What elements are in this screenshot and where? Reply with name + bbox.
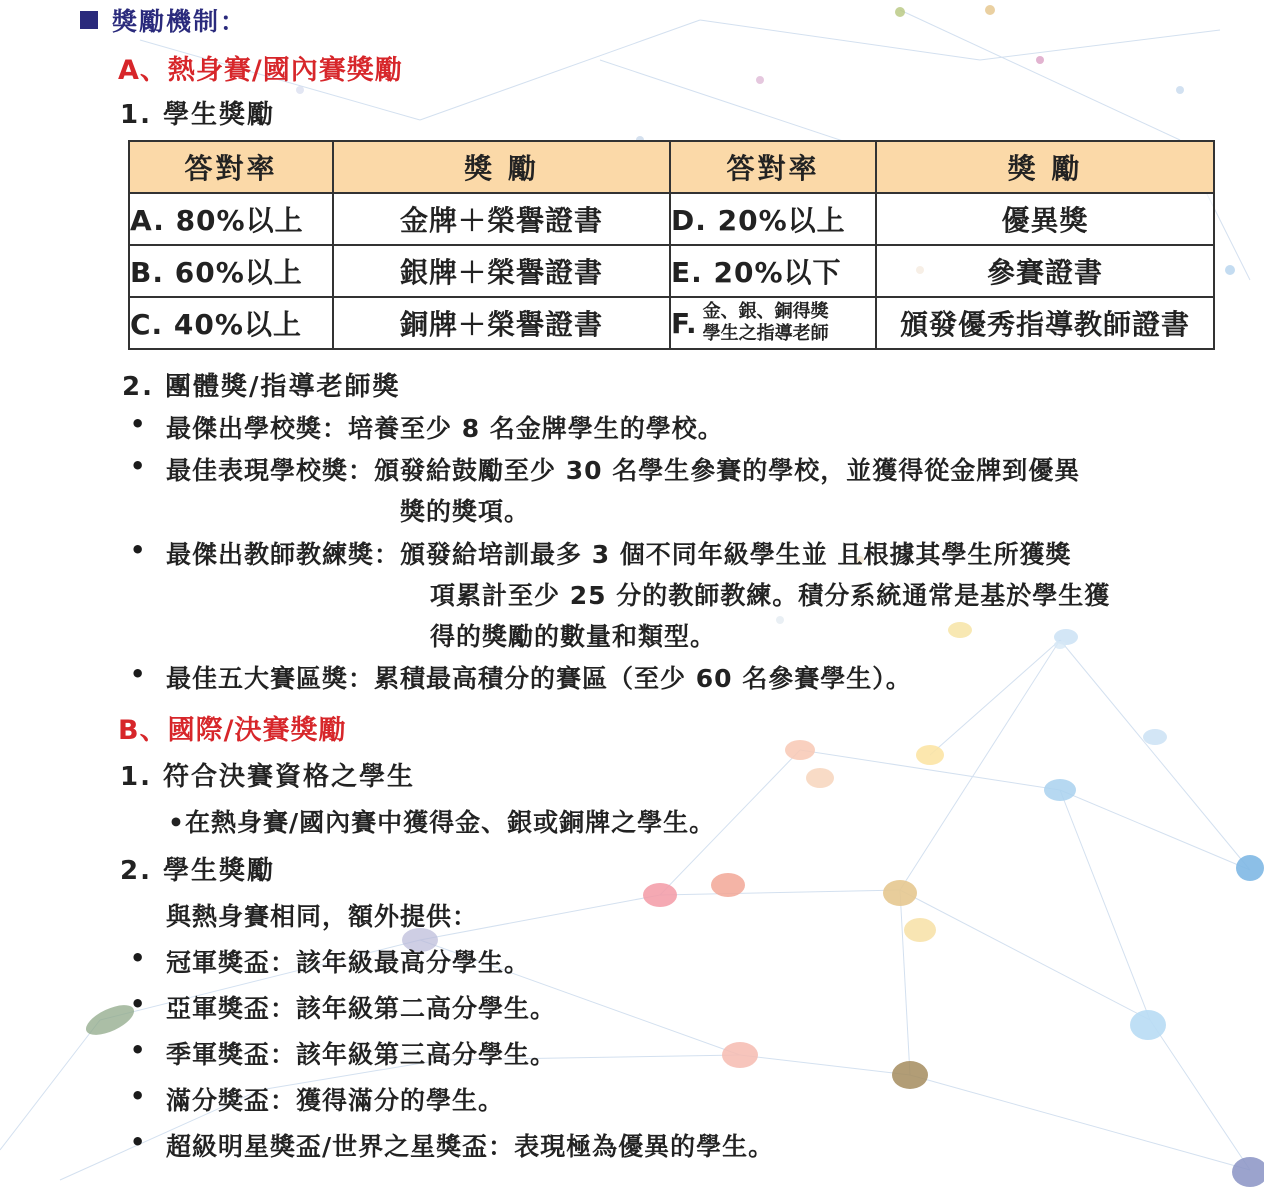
rate-cell: D. 20%以上 [670,193,876,245]
bullet-dot: • [130,1036,146,1064]
trophy-bullet: 超級明星獎盃/世界之星獎盃：表現極為優異的學生。 [166,1132,775,1161]
table-header: 答對率 [670,141,876,193]
section-b-intro: 與熱身賽相同，額外提供： [166,902,479,931]
table-header: 獎 勵 [333,141,670,193]
bullet-dot: • [130,1082,146,1110]
bullet-dot: • [130,536,146,564]
rate-f-line2: 學生之指導老師 [702,323,829,344]
award-cell: 優異獎 [876,193,1214,245]
main-heading-text: 獎勵機制： [112,7,248,36]
bullet-dot: • [130,410,146,438]
bullet-text-continued: 項累計至少 25 分的教師教練。積分系統通常是基於學生獲 [430,581,1111,610]
main-heading [80,2,247,38]
bullet-dot: • [130,660,146,688]
bullet-text: 最傑出教師教練獎：頒發給培訓最多 3 個不同年級學生並 且根據其學生所獲獎 [166,540,1072,569]
bullet-text: 最佳五大賽區獎：累積最高積分的賽區（至少 60 名參賽學生）。 [166,664,912,693]
award-table [128,140,1215,350]
rate-cell-f [670,297,876,349]
table-header: 答對率 [129,141,333,193]
trophy-bullet: 亞軍獎盃：該年級第二高分學生。 [166,994,557,1023]
trophy-bullet: 季軍獎盃：該年級第三高分學生。 [166,1040,557,1069]
section-b-sub1-item: •在熱身賽/國內賽中獲得金、銀或銅牌之學生。 [168,808,716,837]
trophy-bullet: 冠軍獎盃：該年級最高分學生。 [166,948,531,977]
rate-f-line1: 金、銀、銅得獎 [702,301,829,322]
square-bullet-icon [80,11,98,29]
rate-cell: E. 20%以下 [670,245,876,297]
table-header-row [129,141,1214,193]
bullet-text: 最傑出學校獎：培養至少 8 名金牌學生的學校。 [166,414,724,443]
bullet-dot: • [130,990,146,1018]
bullet-text-continued: 獎的獎項。 [400,497,531,526]
table-row [129,297,1214,349]
trophy-bullet: 滿分獎盃：獲得滿分的學生。 [166,1086,505,1115]
rate-f-letter: F. [671,306,697,340]
award-cell: 金牌＋榮譽證書 [333,193,670,245]
section-a-sub2: 2. 團體獎/指導老師獎 [122,372,401,402]
table-header: 獎 勵 [876,141,1214,193]
rate-cell: B. 60%以上 [129,245,333,297]
section-a-title: A、熱身賽/國內賽獎勵 [118,55,403,86]
bullet-dot: • [130,452,146,480]
table-row [129,245,1214,297]
table-row [129,193,1214,245]
bullet-text: 最佳表現學校獎：頒發給鼓勵至少 30 名學生參賽的學校，並獲得從金牌到優異 [166,456,1081,485]
rate-cell: C. 40%以上 [129,297,333,349]
section-b-title: B、國際/決賽獎勵 [118,715,347,746]
section-a-sub1: 1. 學生獎勵 [120,100,276,130]
section-b-sub2: 2. 學生獎勵 [120,856,276,886]
award-cell: 銀牌＋榮譽證書 [333,245,670,297]
award-cell: 參賽證書 [876,245,1214,297]
award-cell: 頒發優秀指導教師證書 [876,297,1214,349]
section-b-sub1: 1. 符合決賽資格之學生 [120,762,416,792]
rate-cell: A. 80%以上 [129,193,333,245]
bullet-dot: • [130,944,146,972]
bullet-dot: • [130,1128,146,1156]
award-cell: 銅牌＋榮譽證書 [333,297,670,349]
bullet-text-continued: 得的獎勵的數量和類型。 [430,622,717,651]
